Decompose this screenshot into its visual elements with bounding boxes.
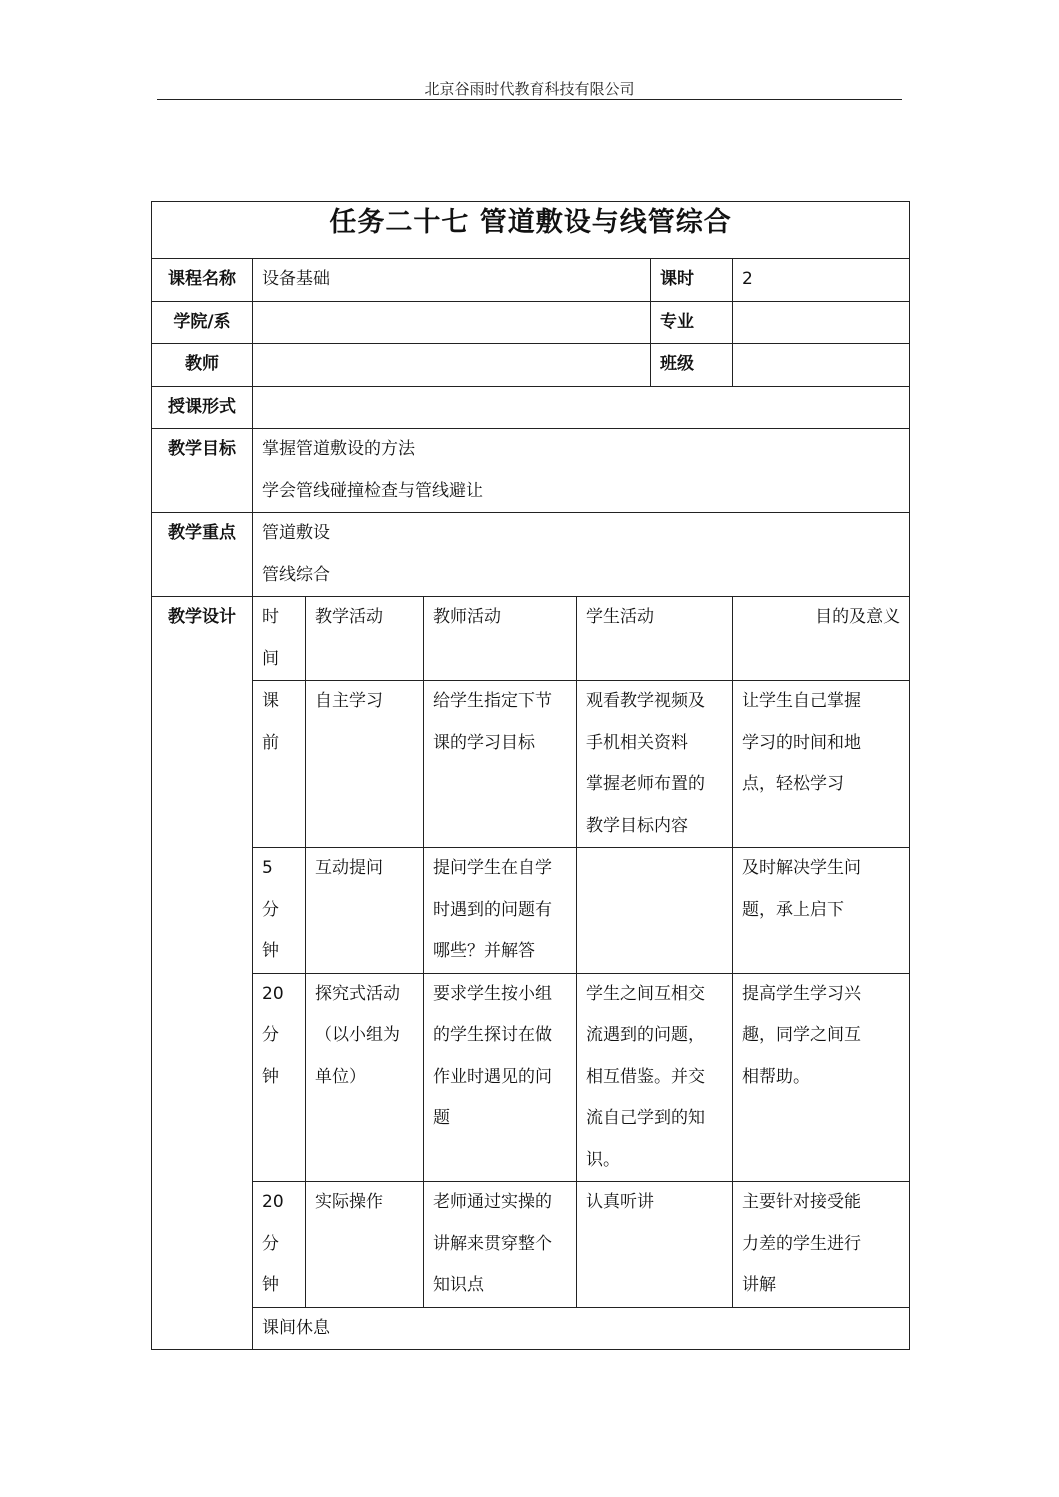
cell-purpose-line: 力差的学生进行: [742, 1233, 861, 1254]
design-row: [152, 848, 910, 974]
course-row: [152, 259, 910, 302]
cell-time-line: 分: [262, 1025, 279, 1045]
cell-activity-line: 实际操作: [315, 1192, 383, 1212]
break-cell: 课间休息: [253, 1307, 910, 1350]
form-value: [253, 386, 910, 429]
keypoints-content: [253, 513, 910, 597]
cell-teacher-activity: [424, 1182, 577, 1308]
cell-time-line: 钟: [262, 941, 279, 961]
hours-value: 2: [733, 259, 910, 302]
lesson-title: 任务二十七 管道敷设与线管综合: [152, 202, 910, 259]
cell-activity-line: 自主学习: [315, 691, 383, 711]
cell-teacher-activity-line: 的学生探讨在做: [433, 1025, 552, 1045]
cell-student-activity-line: 流自己学到的知: [586, 1108, 705, 1128]
cell-activity: [306, 1182, 424, 1308]
cell-student-activity-line: 流遇到的问题，: [586, 1025, 705, 1045]
form-row: [152, 386, 910, 429]
cell-activity: [306, 848, 424, 974]
teacher-row: [152, 344, 910, 387]
cell-student-activity: [577, 1182, 733, 1308]
cell-teacher-activity-line: 课的学习目标: [433, 732, 535, 753]
col-header-teacher: 教师活动: [424, 597, 577, 681]
course-label: 课程名称: [152, 259, 253, 302]
cell-purpose-line: 及时解决学生问: [742, 858, 861, 878]
cell-teacher-activity-line: 哪些？并解答: [433, 941, 535, 961]
break-row: [152, 1307, 910, 1350]
objective-item: 掌握管道敷设的方法: [262, 439, 415, 459]
cell-activity: [306, 681, 424, 848]
cell-teacher-activity-line: 要求学生按小组: [433, 983, 552, 1004]
cell-student-activity-line: 识。: [586, 1149, 620, 1170]
cell-time-line: 5: [262, 858, 273, 878]
college-label: 学院/系: [152, 301, 253, 344]
col-header-time-line: 时: [262, 607, 279, 627]
col-header-time-line: 间: [262, 648, 279, 669]
cell-student-activity: [577, 973, 733, 1182]
keypoints-label: 教学重点: [152, 513, 253, 597]
cell-time-line: 钟: [262, 1275, 279, 1295]
cell-time: [253, 1182, 306, 1308]
keypoint-item: 管道敷设: [262, 523, 330, 543]
cell-student-activity-line: 学生之间互相交: [586, 983, 705, 1004]
design-header-row: [152, 597, 910, 681]
objective-item: 学会管线碰撞检查与管线避让: [262, 480, 483, 501]
college-value: [253, 301, 651, 344]
cell-time: [253, 681, 306, 848]
major-value: [733, 301, 910, 344]
cell-activity-line: 互动提问: [315, 858, 383, 878]
teacher-value: [253, 344, 651, 387]
design-row: [152, 973, 910, 1182]
major-label: 专业: [651, 301, 733, 344]
hours-label: 课时: [651, 259, 733, 302]
cell-teacher-activity-line: 作业时遇见的问: [433, 1066, 552, 1087]
cell-purpose-line: 提高学生学习兴: [742, 983, 861, 1004]
cell-purpose: [733, 1182, 910, 1308]
cell-student-activity-line: 观看教学视频及: [586, 691, 705, 711]
col-header-purpose: 目的及意义: [733, 597, 910, 681]
cell-time-line: 钟: [262, 1066, 279, 1087]
cell-time: [253, 973, 306, 1182]
cell-purpose: [733, 973, 910, 1182]
cell-time-line: 前: [262, 732, 279, 753]
cell-purpose: [733, 848, 910, 974]
class-value: [733, 344, 910, 387]
keypoints-row: [152, 513, 910, 597]
cell-time: [253, 848, 306, 974]
cell-teacher-activity-line: 知识点: [433, 1275, 484, 1295]
cell-teacher-activity-line: 讲解来贯穿整个: [433, 1233, 552, 1254]
cell-teacher-activity-line: 给学生指定下节: [433, 691, 552, 711]
cell-purpose-line: 主要针对接受能: [742, 1192, 861, 1212]
cell-time-line: 分: [262, 899, 279, 920]
objectives-row: [152, 429, 910, 513]
cell-student-activity: [577, 848, 733, 974]
design-row: [152, 1182, 910, 1308]
cell-activity: [306, 973, 424, 1182]
cell-purpose-line: 趣，同学之间互: [742, 1025, 861, 1045]
objectives-label: 教学目标: [152, 429, 253, 513]
lesson-plan-table: [151, 201, 910, 1350]
cell-time-line: 20: [262, 1192, 284, 1212]
col-header-student: 学生活动: [577, 597, 733, 681]
cell-student-activity-line: 认真听讲: [586, 1192, 654, 1212]
cell-purpose-line: 学习的时间和地: [742, 732, 861, 753]
cell-activity-line: 探究式活动: [315, 983, 400, 1004]
class-label: 班级: [651, 344, 733, 387]
cell-purpose-line: 题，承上启下: [742, 899, 844, 920]
page-header-company: 北京谷雨时代教育科技有限公司: [424, 80, 635, 98]
cell-teacher-activity-line: 题: [433, 1108, 450, 1128]
objectives-content: [253, 429, 910, 513]
cell-purpose-line: 讲解: [742, 1275, 776, 1295]
cell-student-activity-line: 相互借鉴。并交: [586, 1066, 705, 1087]
cell-purpose-line: 让学生自己掌握: [742, 691, 861, 711]
col-header-activity: 教学活动: [306, 597, 424, 681]
cell-purpose-line: 相帮助。: [742, 1066, 810, 1087]
cell-student-activity-line: 手机相关资料: [586, 732, 688, 753]
cell-time-line: 20: [262, 983, 284, 1004]
cell-time-line: 分: [262, 1233, 279, 1254]
cell-purpose-line: 点，轻松学习: [742, 774, 844, 794]
title-row: [152, 202, 910, 259]
cell-activity-line: 单位）: [315, 1066, 366, 1087]
cell-teacher-activity: [424, 848, 577, 974]
cell-student-activity: [577, 681, 733, 848]
cell-teacher-activity: [424, 681, 577, 848]
course-value: 设备基础: [253, 259, 651, 302]
cell-time-line: 课: [262, 691, 279, 711]
cell-teacher-activity-line: 时遇到的问题有: [433, 899, 552, 920]
design-row: [152, 681, 910, 848]
cell-student-activity-line: 掌握老师布置的: [586, 774, 705, 794]
cell-student-activity-line: 教学目标内容: [586, 815, 688, 836]
cell-activity-line: （以小组为: [315, 1025, 400, 1045]
header-divider: [157, 99, 902, 100]
cell-purpose: [733, 681, 910, 848]
keypoint-item: 管线综合: [262, 564, 330, 585]
college-row: [152, 301, 910, 344]
cell-teacher-activity-line: 老师通过实操的: [433, 1192, 552, 1212]
cell-teacher-activity: [424, 973, 577, 1182]
cell-teacher-activity-line: 提问学生在自学: [433, 858, 552, 878]
col-header-time: [253, 597, 306, 681]
form-label: 授课形式: [152, 386, 253, 429]
teacher-label: 教师: [152, 344, 253, 387]
design-label: 教学设计: [152, 597, 253, 1350]
